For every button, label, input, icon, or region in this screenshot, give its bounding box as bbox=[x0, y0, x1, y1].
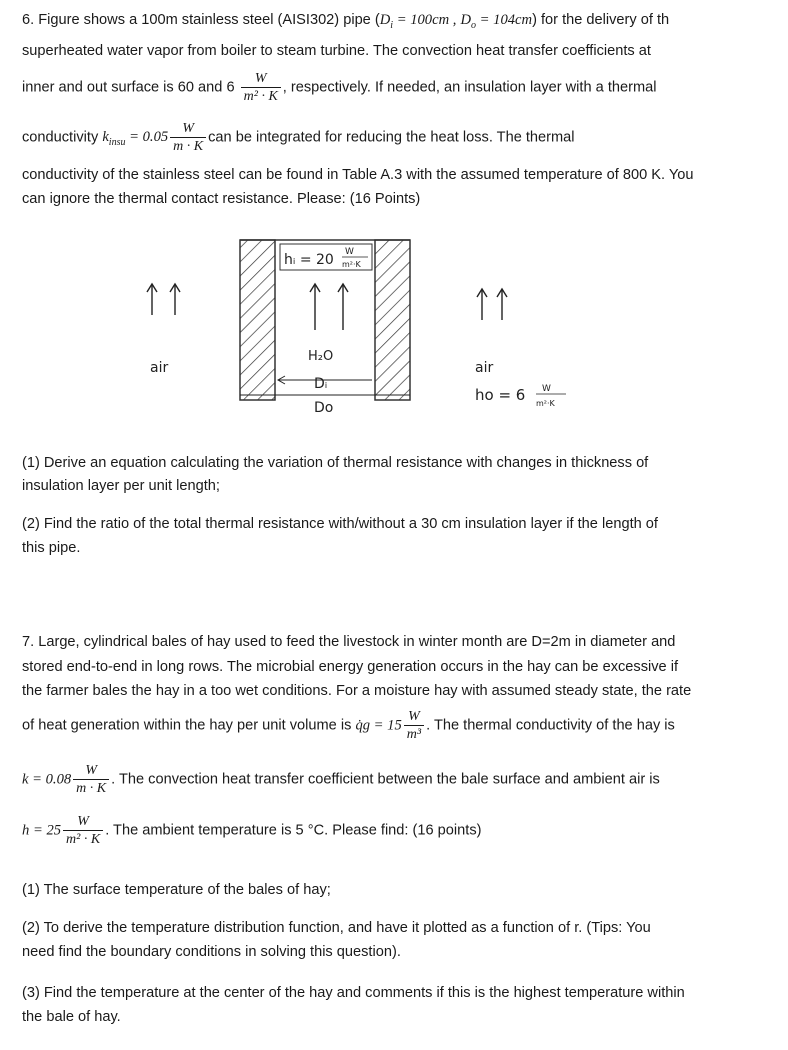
q6-line-6: can ignore the thermal contact resistance. Please: (16 Points) bbox=[22, 191, 421, 207]
k-insu-unit: $\frac{W}{m \cdot K}$ bbox=[170, 120, 206, 155]
q6-part1-line2: insulation layer per unit length; bbox=[22, 478, 220, 494]
q6-line-5: conductivity of the stainless steel can be found in Table A.3 with the assumed temperature of 800 K. You bbox=[22, 167, 694, 183]
q6-part2-line2: this pipe. bbox=[22, 540, 81, 556]
di-symbol: $D_i = 100cm$ , bbox=[379, 12, 457, 31]
right-pipe-wall bbox=[375, 240, 410, 400]
air-right-label: air bbox=[475, 360, 494, 376]
q7-line-4: of heat generation within the hay per unit volume is q̇g = 15 $\frac{W}{\text{m³}}$ . The thermal conductivity of the hay is bbox=[22, 709, 675, 742]
q7-part2-line1: (2) To derive the temperature distribution function, and have it plotted as a function of r. (Tips: You bbox=[22, 920, 651, 936]
q6-line-2: superheated water vapor from boiler to steam turbine. The convection heat transfer coefficients at bbox=[22, 43, 651, 59]
q6-part2-line1: (2) Find the ratio of the total thermal resistance with/without a 30 cm insulation layer if the length of bbox=[22, 516, 658, 532]
ho-label: ho = 6 bbox=[475, 386, 526, 404]
left-air-arrows bbox=[147, 284, 180, 315]
k-hay-symbol: k = 0.08 bbox=[22, 771, 72, 788]
q7-line-6: h = 25 $\frac{W}{\text{m² · K}}$ . The ambient temperature is 5 °C. Please find: (16 points) bbox=[22, 814, 482, 847]
k-insu-symbol: $k_{insu} = 0.05$ bbox=[102, 129, 169, 149]
q7-part2-line2: need find the boundary conditions in solving this question). bbox=[22, 944, 401, 960]
hi-unit-den: m²·K bbox=[342, 260, 361, 269]
q7-part3-line2: the bale of hay. bbox=[22, 1009, 121, 1025]
q7-line-5: k = 0.08 $\frac{W}{m \cdot K}$ . The convection heat transfer coefficient between the bale surface and ambient air is bbox=[22, 763, 660, 796]
left-pipe-wall bbox=[240, 240, 275, 400]
do-symbol: $D_o = 104cm$ bbox=[460, 12, 533, 31]
ho-unit-num: W bbox=[542, 384, 551, 394]
qg-unit: $\frac{W}{\text{m³}}$ bbox=[404, 708, 424, 743]
q6-line-1: 6. Figure shows a 100m stainless steel (AISI302) pipe ($D_i = 100cm$ , $D_o = 104cm$) for the delivery of th bbox=[22, 12, 670, 31]
water-label: H₂O bbox=[308, 349, 334, 364]
hi-unit-num: W bbox=[345, 247, 354, 257]
q6-part1-line1: (1) Derive an equation calculating the variation of thermal resistance with changes in thickness of bbox=[22, 455, 649, 471]
right-air-arrows bbox=[477, 289, 507, 320]
do-label: Do bbox=[314, 400, 334, 416]
h-unit: $\frac{W}{\text{m² · K}}$ bbox=[63, 813, 103, 848]
q7-part3-line1: (3) Find the temperature at the center of the hay and comments if this is the highest temperature within bbox=[22, 985, 685, 1001]
k-hay-unit: $\frac{W}{m \cdot K}$ bbox=[73, 762, 109, 797]
hi-label: hᵢ = 20 bbox=[284, 252, 334, 268]
pipe-figure bbox=[130, 230, 610, 430]
air-left-label: air bbox=[150, 360, 169, 376]
q6-line-3: inner and out surface is 60 and 6 $\frac{W}{\text{m² · K}}$ , respectively. If needed, an insulation layer with a thermal bbox=[22, 71, 657, 104]
ho-unit-den: m²·K bbox=[536, 399, 555, 408]
q7-line-1: 7. Large, cylindrical bales of hay used to feed the livestock in winter month are D=2m in diameter and bbox=[22, 634, 676, 650]
q7-line-3: the farmer bales the hay in a too wet conditions. For a moisture hay with assumed steady state, the rate bbox=[22, 683, 692, 699]
unit-fraction: $\frac{W}{\text{m² · K}}$ bbox=[241, 70, 281, 105]
q7-part1: (1) The surface temperature of the bales of hay; bbox=[22, 882, 331, 898]
inner-flow-arrows bbox=[310, 284, 348, 330]
q7-line-2: stored end-to-end in long rows. The microbial energy generation occurs in the hay can be excessive if bbox=[22, 659, 678, 675]
q6-line-4: conductivity $k_{insu} = 0.05$ $\frac{W}{m \cdot K}$ can be integrated for reducing the heat loss. The thermal bbox=[22, 121, 575, 154]
h-symbol: h = 25 bbox=[22, 822, 62, 839]
qg-symbol: q̇g = 15 bbox=[355, 717, 402, 734]
di-label: Dᵢ bbox=[314, 376, 328, 392]
